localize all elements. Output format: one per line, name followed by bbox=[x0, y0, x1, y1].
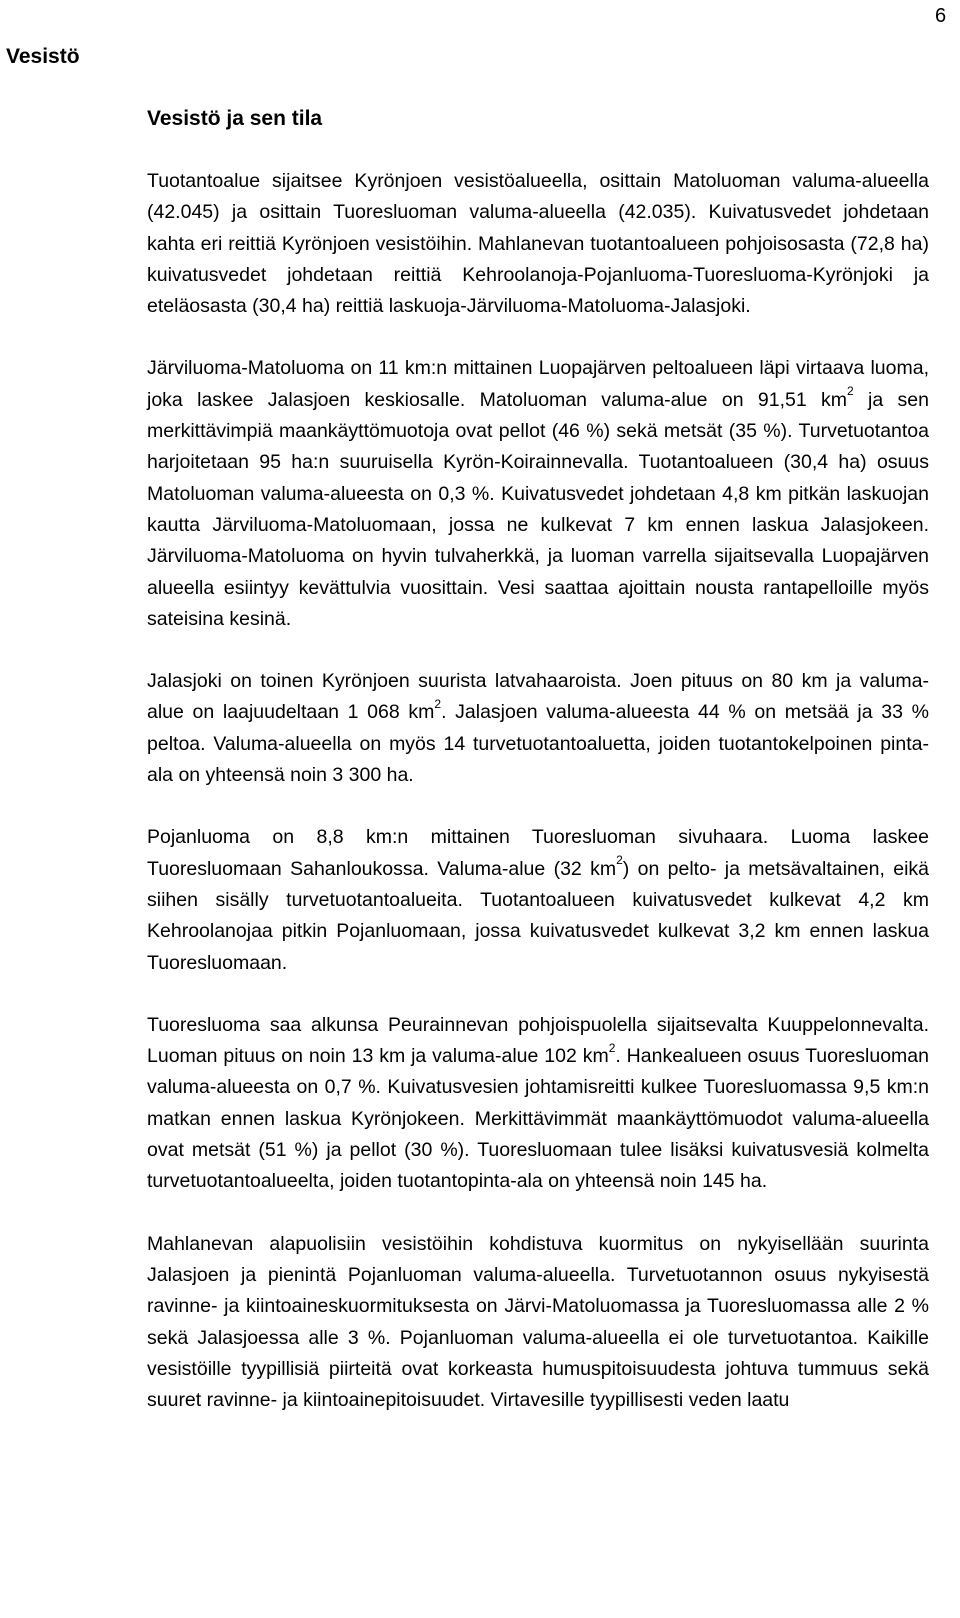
superscript-2: 2 bbox=[847, 384, 854, 399]
paragraph-matoluoma-text-b: ja sen merkittävimpiä maankäyttömuotoja ovat pellot (46 %) sekä metsät (35 %). Turvetuotantoa harjoitetaan 95 ha:n suuruisella Kyrön-Koirainnevalla. Tuotantoalueen (30,4 ha) osuus Matoluoman valuma-alueesta on 0,3 %. Kuivatusvedet johdetaan 4,8 km pitkän laskuojan kautta Järviluoma-Matoluomaan, jossa ne kulkevat 7 km ennen laskua Jalasjokeen. Järviluoma-Matoluoma on hyvin tulvaherkkä, ja luoman varrella sijaitsevalla Luopajärven alueella esiintyy kevättulvia vuosittain. Vesi saattaa ajoittain nousta rantapelloille myös sateisina kesinä. bbox=[147, 388, 929, 630]
superscript-2: 2 bbox=[616, 853, 623, 868]
section-title: Vesistö bbox=[6, 45, 80, 68]
paragraph-pojanluoma-text-a: Pojanluoma on 8,8 km:n mittainen Tuoresluoman sivuhaara. Luoma laskee Tuoresluomaan Sahanloukossa. Valuma-alue (32 km bbox=[147, 826, 929, 880]
superscript-2: 2 bbox=[434, 696, 442, 711]
paragraph-tuoresluoma-text-b: . Hankealueen osuus Tuoresluoman valuma-alueesta on 0,7 %. Kuivatusvesien johtamisreitti kulkee Tuoresluomassa 9,5 km:n matkan ennen laskua Kyrönjokeen. Merkittävimmät maankäyttömuodot valuma-alueella ovat metsät (51 %) ja pellot (30 %). Tuoresluomaan tulee lisäksi kuivatusvesiä kolmelta turvetuotantoalueelta, joiden tuotantopinta-ala on yhteensä noin 145 ha. bbox=[147, 1045, 929, 1193]
subsection-title: Vesistö ja sen tila bbox=[147, 107, 323, 130]
paragraph-loading: Mahlanevan alapuolisiin vesistöihin kohdistuva kuormitus on nykyisellään suurinta Jalasjoen ja pienintä Pojanluoman valuma-alueella. Turvetuotannon osuus nykyisestä ravinne- ja kiintoaineskuormituksesta on Järvi-Matoluomassa ja Tuoresluomassa alle 2 % sekä Jalasjoessa alle 3 %. Pojanluoman valuma-alueella ei ole turvetuotantoa. Kaikille vesistöille tyypillisiä piirteitä ovat korkeasta humuspitoisuudesta johtuva tummuus sekä suuret ravinne- ja kiintoainepitoisuudet. Virtavesille tyypillisesti veden laatu bbox=[147, 1232, 929, 1412]
paragraph-tuoresluoma-text-a: Tuoresluoma saa alkunsa Peurainnevan pohjoispuolella sijaitsevalta Kuuppelonnevalta. Luoman pituus on noin 13 km ja valuma-alue 102 km bbox=[147, 1013, 929, 1068]
paragraph-pojanluoma bbox=[147, 822, 929, 978]
paragraph-jalasjoki-text-a: Jalasjoki on toinen Kyrönjoen suurista latvahaaroista. Joen pituus on 80 km ja valuma-alue on laajuudeltaan 1 068 km bbox=[147, 670, 929, 724]
paragraph-drainage-routes: Tuotantoalue sijaitsee Kyrönjoen vesistöalueella, osittain Matoluoman valuma-alueella (42.045) ja osittain Tuoresluoman valuma-alueella (42.035). Kuivatusvedet johdetaan kahta eri reittiä Kyrönjoen vesistöihin. Mahlanevan tuotantoalueen pohjoisosasta (72,8 ha) kuivatusvedet johdetaan reittiä Kehroolanoja-Pojanluoma-Tuoresluoma-Kyrönjoki ja eteläosasta (30,4 ha) reittiä laskuoja-Järviluoma-Matoluoma-Jalasjoki. bbox=[147, 170, 929, 318]
body-text bbox=[147, 166, 929, 1416]
superscript-2: 2 bbox=[608, 1040, 616, 1055]
paragraph-jalasjoki-text-b: . Jalasjoen valuma-alueesta 44 % on metsää ja 33 % peltoa. Valuma-alueella on myös 14 turvetuotantoaluetta, joiden tuotantokelpoinen pinta-ala on yhteensä noin 3 300 ha. bbox=[147, 701, 929, 787]
paragraph-pojanluoma-text-b: ) on pelto- ja metsävaltainen, eikä siihen sisälly turvetuotantoalueita. Tuotantoalueen kuivatusvedet kulkevat 4,2 km Kehroolanojaa pitkin Pojanluomaan, jossa kuivatusvedet kulkevat 3,2 km ennen laskua Tuoresluomaan. bbox=[147, 857, 929, 974]
page-number: 6 bbox=[935, 5, 947, 27]
paragraph-matoluoma-text-a: Järviluoma-Matoluoma on 11 km:n mittainen Luopajärven peltoalueen läpi virtaava luoma, joka laskee Jalasjoen keskiosalle. Matoluoman valuma-alue on 91,51 km bbox=[147, 357, 929, 411]
paragraph-jalasjoki bbox=[147, 666, 929, 791]
paragraph-tuoresluoma bbox=[147, 1010, 929, 1198]
paragraph-matoluoma bbox=[147, 353, 929, 635]
